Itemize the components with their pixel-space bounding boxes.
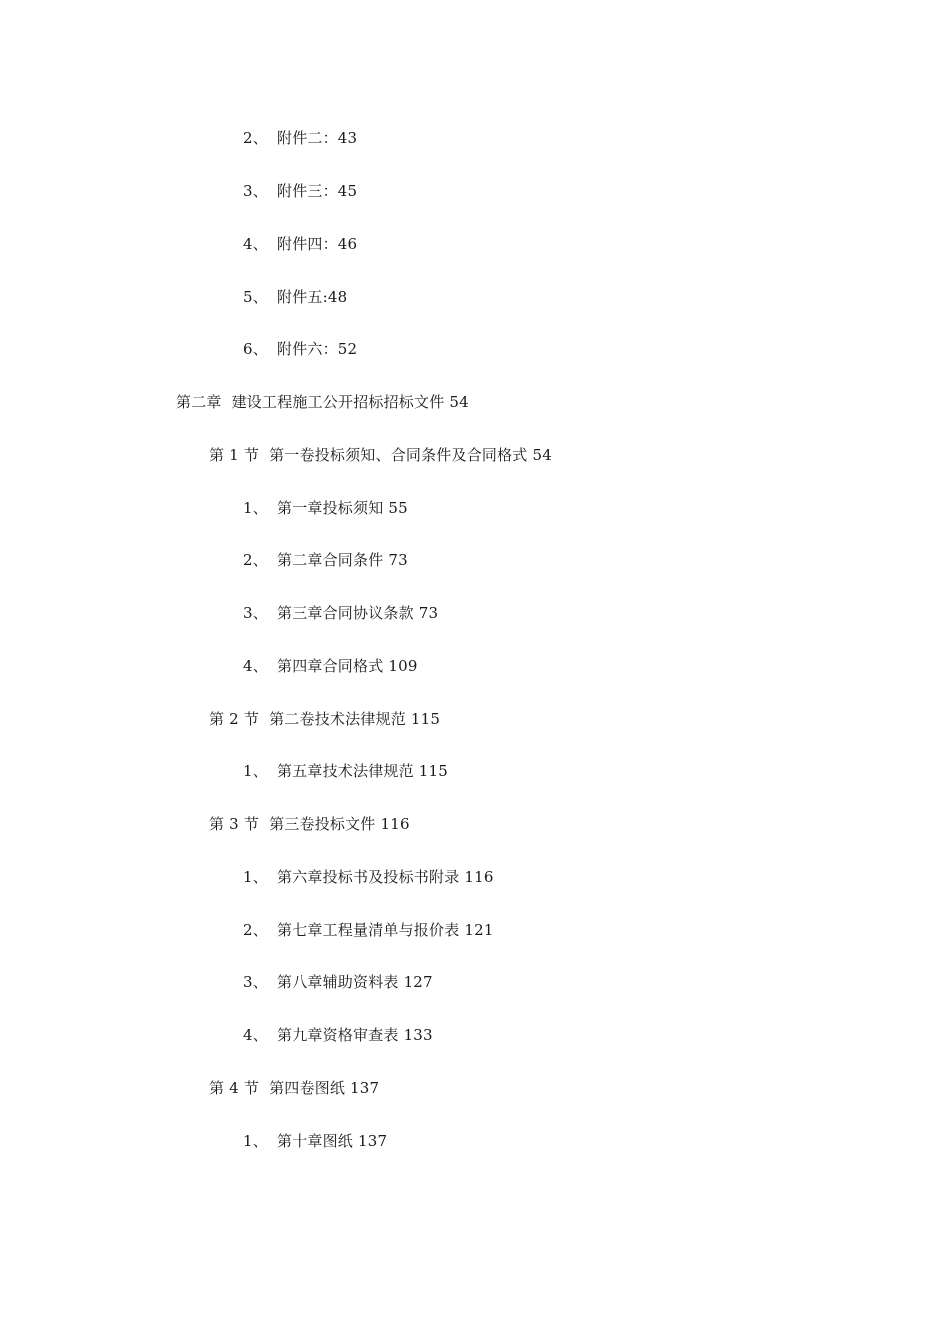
toc-item[interactable] — [243, 972, 433, 992]
toc-item[interactable] — [243, 603, 438, 623]
toc-section-number: 第 1 节 — [209, 446, 260, 464]
toc-item-number: 1、 — [243, 499, 268, 517]
toc-item-title: 第七章工程量清单与报价表 121 — [277, 921, 494, 939]
toc-chapter-title: 建设工程施工公开招标招标文件 54 — [231, 393, 469, 411]
toc-chapter[interactable] — [176, 392, 469, 412]
toc-section[interactable] — [209, 709, 440, 729]
toc-item-title: 第四章合同格式 109 — [277, 657, 418, 675]
toc-item[interactable] — [243, 339, 357, 359]
toc-item-number: 3、 — [243, 604, 268, 622]
toc-item-number: 2、 — [243, 129, 268, 147]
toc-item-title: 第八章辅助资料表 127 — [277, 973, 433, 991]
toc-item-title: 附件六：52 — [277, 340, 358, 358]
toc-item-title: 附件二：43 — [277, 129, 358, 147]
toc-item[interactable] — [243, 287, 347, 307]
toc-item-title: 第三章合同协议条款 73 — [277, 604, 439, 622]
toc-item[interactable] — [243, 181, 357, 201]
toc-item-number: 1、 — [243, 762, 268, 780]
toc-item[interactable] — [243, 234, 357, 254]
toc-item[interactable] — [243, 128, 357, 148]
toc-item-number: 2、 — [243, 921, 268, 939]
toc-item[interactable] — [243, 1025, 433, 1045]
toc-section[interactable] — [209, 814, 410, 834]
toc-section-title: 第四卷图纸 137 — [269, 1079, 380, 1097]
toc-item-title: 第二章合同条件 73 — [277, 551, 408, 569]
toc-chapter-number: 第二章 — [176, 393, 222, 411]
toc-section[interactable] — [209, 445, 552, 465]
toc-item[interactable] — [243, 656, 418, 676]
toc-item-number: 5、 — [243, 288, 268, 306]
toc-item[interactable] — [243, 920, 494, 940]
toc-section-number: 第 3 节 — [209, 815, 260, 833]
toc-item-title: 第九章资格审查表 133 — [277, 1026, 433, 1044]
toc-item-number: 4、 — [243, 657, 268, 675]
toc-item-number: 2、 — [243, 551, 268, 569]
toc-item-title: 第六章投标书及投标书附录 116 — [277, 868, 494, 886]
toc-item[interactable] — [243, 1131, 387, 1151]
toc-item-number: 1、 — [243, 1132, 268, 1150]
toc-section-number: 第 4 节 — [209, 1079, 260, 1097]
toc-section-number: 第 2 节 — [209, 710, 260, 728]
toc-item-title: 第五章技术法律规范 115 — [277, 762, 448, 780]
toc-item-number: 3、 — [243, 973, 268, 991]
toc-item-number: 4、 — [243, 235, 268, 253]
toc-section-title: 第一卷投标须知、合同条件及合同格式 54 — [269, 446, 552, 464]
toc-item-number: 3、 — [243, 182, 268, 200]
toc-item[interactable] — [243, 498, 408, 518]
toc-item-title: 第十章图纸 137 — [277, 1132, 388, 1150]
toc-item-title: 附件三：45 — [277, 182, 358, 200]
toc-section-title: 第三卷投标文件 116 — [269, 815, 410, 833]
toc-item[interactable] — [243, 550, 408, 570]
toc-section[interactable] — [209, 1078, 379, 1098]
toc-item-number: 6、 — [243, 340, 268, 358]
toc-item-number: 4、 — [243, 1026, 268, 1044]
toc-item-number: 1、 — [243, 868, 268, 886]
toc-item-title: 附件五:48 — [277, 288, 348, 306]
toc-item-title: 第一章投标须知 55 — [277, 499, 408, 517]
toc-section-title: 第二卷技术法律规范 115 — [269, 710, 441, 728]
toc-item-title: 附件四：46 — [277, 235, 358, 253]
toc-item[interactable] — [243, 867, 494, 887]
toc-item[interactable] — [243, 761, 448, 781]
